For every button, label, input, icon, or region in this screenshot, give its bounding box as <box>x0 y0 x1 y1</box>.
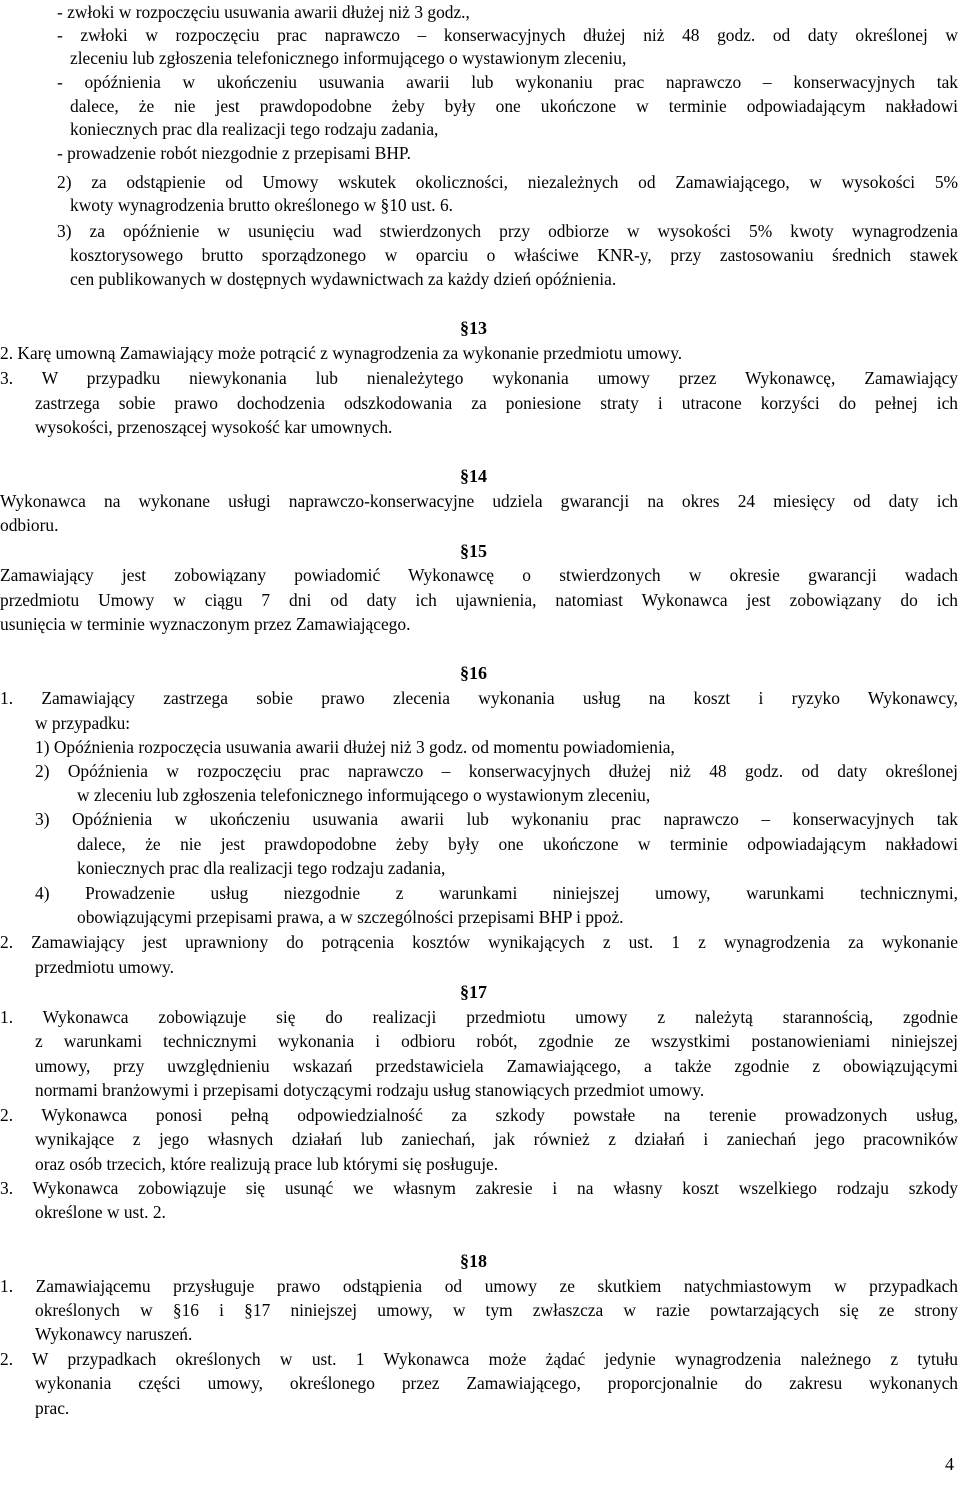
text-line: określonych w §16 i §17 niniejszej umowy, w tym zwłaszcza w razie powtarzających się ze strony <box>35 1300 958 1320</box>
text-line: w przypadku: <box>35 713 131 733</box>
text-line: - zwłoki w rozpoczęciu prac naprawczo – konserwacyjnych dłużej niż 48 godz. od daty określonej w <box>57 25 958 45</box>
text-line: Wykonawcy naruszeń. <box>35 1324 193 1344</box>
text-line: odbioru. <box>0 515 59 535</box>
text-line: - zwłoki w rozpoczęciu usuwania awarii dłużej niż 3 godz., <box>57 2 470 22</box>
text-line: - opóźnienia w ukończeniu usuwania awarii lub wykonaniu prac naprawczo – konserwacyjnych tak <box>57 72 958 92</box>
page-number: 4 <box>945 1454 954 1474</box>
section-heading: §15 <box>460 541 487 561</box>
section-heading: §16 <box>460 663 487 683</box>
text-line: cen publikowanych w dostępnych wydawnictwach za każdy dzień opóźnienia. <box>70 269 617 289</box>
text-line: umowy, przy uwzględnieniu wskazań przedstawiciela Zamawiającego, a także zgodnie z obowiązującymi <box>35 1056 958 1076</box>
text-line: z warunkami technicznymi wykonania i odbioru robót, zgodnie ze wszystkimi postanowieniami niniejszej <box>35 1031 958 1051</box>
text-line: 4) Prowadzenie usług niezgodnie z warunkami niniejszej umowy, warunkami technicznymi, <box>35 883 958 903</box>
text-line: 2. W przypadkach określonych w ust. 1 Wykonawca może żądać jedynie wynagrodzenia należnego z tytułu <box>0 1349 958 1369</box>
text-line: w zleceniu lub zgłoszenia telefonicznego informującego o wystawionym zleceniu, <box>77 785 651 805</box>
text-line: 1. Zamawiającemu przysługuje prawo odstąpienia od umowy ze skutkiem natychmiastowym w przypadkach <box>0 1276 958 1296</box>
text-line: 3) za opóźnienie w usunięciu wad stwierdzonych przy odbiorze w wysokości 5% kwoty wynagrodzenia <box>57 221 958 241</box>
text-line: kosztorysowego brutto sporządzonego w oparciu o właściwe KNR-y, przy zastosowaniu średnich stawek <box>70 245 958 265</box>
text-line: przedmiotu umowy. <box>35 957 174 977</box>
text-line: Zamawiający jest zobowiązany powiadomić Wykonawcę o stwierdzonych w okresie gwarancji wadach <box>0 565 958 585</box>
text-line: przedmiotu Umowy w ciągu 7 dni od daty ich ujawnienia, natomiast Wykonawca jest zobowiązany do ich <box>0 590 958 610</box>
text-line: dalece, że nie jest prawdopodobne żeby były one ukończone w terminie odpowiadającym nakładowi <box>77 834 958 854</box>
text-line: określone w ust. 2. <box>35 1202 166 1222</box>
text-line: 3) Opóźnienia w ukończeniu usuwania awarii lub wykonaniu prac naprawczo – konserwacyjnych tak <box>35 809 958 829</box>
text-line: 2. Zamawiający jest uprawniony do potrącenia kosztów wynikających z ust. 1 z wynagrodzenia za wykonanie <box>0 932 958 952</box>
section-heading: §14 <box>460 466 487 486</box>
text-line: 2. Wykonawca ponosi pełną odpowiedzialność za szkody powstałe na terenie prowadzonych usług, <box>0 1105 958 1125</box>
text-line: zastrzega sobie prawo dochodzenia odszkodowania za poniesione straty i utracone korzyści do pełnej ich <box>35 393 958 413</box>
text-line: prac. <box>35 1398 70 1418</box>
text-line: wysokości, przenoszącej wysokość kar umownych. <box>35 417 393 437</box>
text-line: 2) Opóźnienia w rozpoczęciu prac naprawczo – konserwacyjnych dłużej niż 48 godz. od daty określonej <box>35 761 958 781</box>
text-line: 1. Zamawiający zastrzega sobie prawo zlecenia wykonania usług na koszt i ryzyko Wykonawcy, <box>0 688 958 708</box>
text-line: dalece, że nie jest prawdopodobne żeby były one ukończone w terminie odpowiadającym nakładowi <box>70 96 958 116</box>
text-line: normami branżowymi i przepisami dotyczącymi rodzaju usług stanowiących przedmiot umowy. <box>35 1080 705 1100</box>
text-line: obowiązującymi przepisami prawa, a w szczególności przepisami BHP i ppoż. <box>77 907 624 927</box>
text-line: wykonania części umowy, określonego przez Zamawiającego, proporcjonalnie do zakresu wykonanych <box>35 1373 958 1393</box>
text-line: 1. Wykonawca zobowiązuje się do realizacji przedmiotu umowy z należytą starannością, zgodnie <box>0 1007 958 1027</box>
text-line: 1) Opóźnienia rozpoczęcia usuwania awarii dłużej niż 3 godz. od momentu powiadomienia, <box>35 737 675 757</box>
text-line: oraz osób trzecich, które realizują prace lub którymi się posługuje. <box>35 1154 499 1174</box>
text-line: 2. Karę umowną Zamawiający może potrącić z wynagrodzenia za wykonanie przedmiotu umowy. <box>0 343 683 363</box>
section-heading: §17 <box>460 982 487 1002</box>
text-line: Wykonawca na wykonane usługi naprawczo-konserwacyjne udziela gwarancji na okres 24 miesięcy od daty ich <box>0 491 958 511</box>
text-line: koniecznych prac dla realizacji tego rodzaju zadania, <box>70 119 439 139</box>
text-line: 2) za odstąpienie od Umowy wskutek okoliczności, niezależnych od Zamawiającego, w wysokości 5% <box>57 172 958 192</box>
text-line: usunięcia w terminie wyznaczonym przez Zamawiającego. <box>0 614 411 634</box>
text-line: kwoty wynagrodzenia brutto określonego w §10 ust. 6. <box>70 195 454 215</box>
section-heading: §13 <box>460 318 487 338</box>
section-heading: §18 <box>460 1251 487 1271</box>
text-line: - prowadzenie robót niezgodnie z przepisami BHP. <box>57 143 411 163</box>
text-line: 3. Wykonawca zobowiązuje się usunąć we własnym zakresie i na własny koszt wszelkiego rodzaju szkody <box>0 1178 958 1198</box>
text-line: koniecznych prac dla realizacji tego rodzaju zadania, <box>77 858 446 878</box>
text-line: zleceniu lub zgłoszenia telefonicznego informującego o wystawionym zleceniu, <box>70 48 627 68</box>
text-line: wynikające z jego własnych działań lub zaniechań, jak również z działań i zaniechań jego pracowników <box>35 1129 958 1149</box>
text-line: 3. W przypadku niewykonania lub nienależytego wykonania umowy przez Wykonawcę, Zamawiający <box>0 368 958 388</box>
